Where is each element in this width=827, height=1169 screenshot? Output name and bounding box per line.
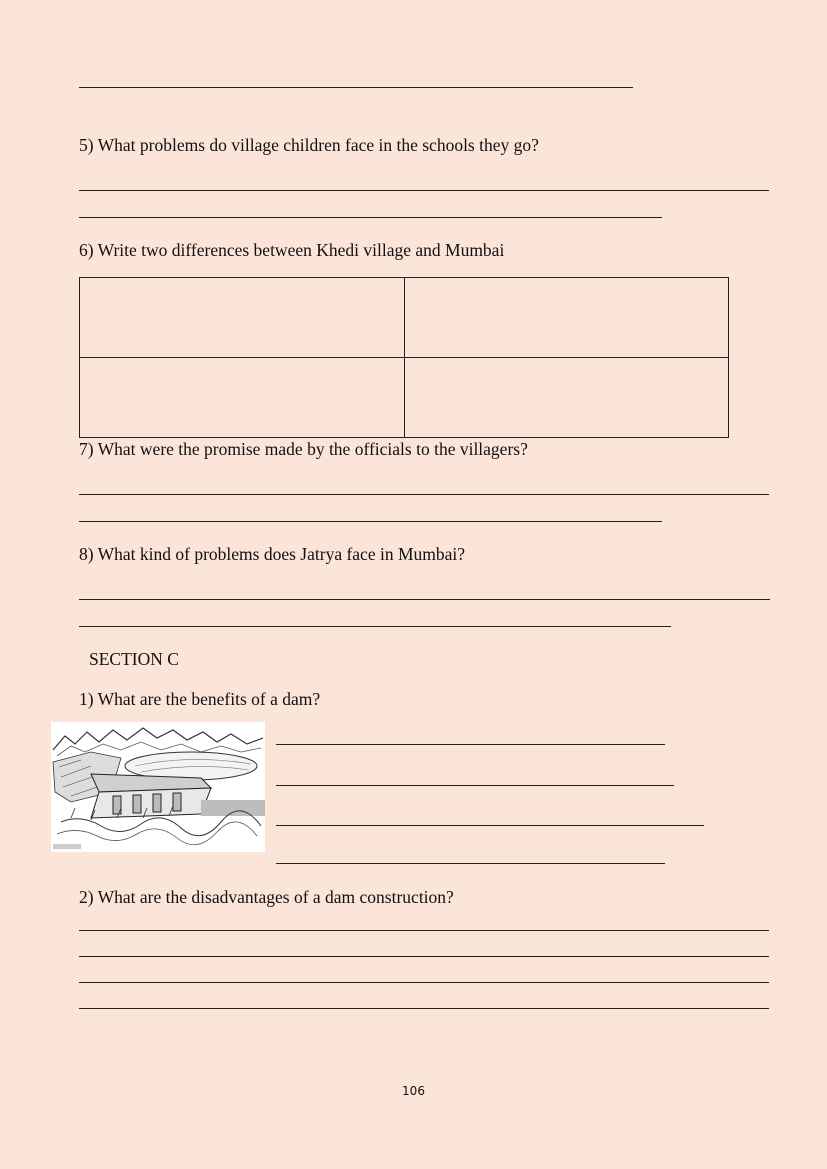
answer-line bbox=[276, 785, 674, 786]
section-c-question-2: 2) What are the disadvantages of a dam construction? bbox=[79, 887, 454, 907]
table-cell[interactable] bbox=[404, 358, 729, 438]
page-number: 106 bbox=[402, 1084, 425, 1098]
answer-line bbox=[276, 825, 704, 826]
table-row bbox=[80, 278, 729, 358]
answer-line bbox=[79, 217, 662, 218]
section-heading: SECTION C bbox=[89, 649, 179, 669]
table-cell[interactable] bbox=[404, 278, 729, 358]
answer-line bbox=[79, 494, 769, 495]
answer-line bbox=[276, 863, 665, 864]
answer-line bbox=[79, 190, 769, 191]
table-row bbox=[80, 358, 729, 438]
section-c-question-1: 1) What are the benefits of a dam? bbox=[79, 689, 321, 709]
answer-line bbox=[79, 521, 662, 522]
answer-line bbox=[79, 87, 633, 88]
answer-line bbox=[79, 982, 769, 983]
table-cell[interactable] bbox=[80, 278, 405, 358]
question-5: 5) What problems do village children face in the schools they go? bbox=[79, 135, 539, 155]
table-cell[interactable] bbox=[80, 358, 405, 438]
dam-illustration bbox=[51, 722, 265, 852]
answer-line bbox=[79, 930, 769, 931]
answer-line bbox=[79, 626, 671, 627]
answer-line bbox=[79, 956, 769, 957]
answer-line bbox=[79, 1008, 769, 1009]
answer-line bbox=[79, 599, 770, 600]
answer-line bbox=[276, 744, 665, 745]
question-8: 8) What kind of problems does Jatrya face in Mumbai? bbox=[79, 544, 466, 564]
question-6: 6) Write two differences between Khedi village and Mumbai bbox=[79, 240, 505, 260]
question-7: 7) What were the promise made by the officials to the villagers? bbox=[79, 439, 528, 459]
differences-table bbox=[79, 277, 729, 438]
